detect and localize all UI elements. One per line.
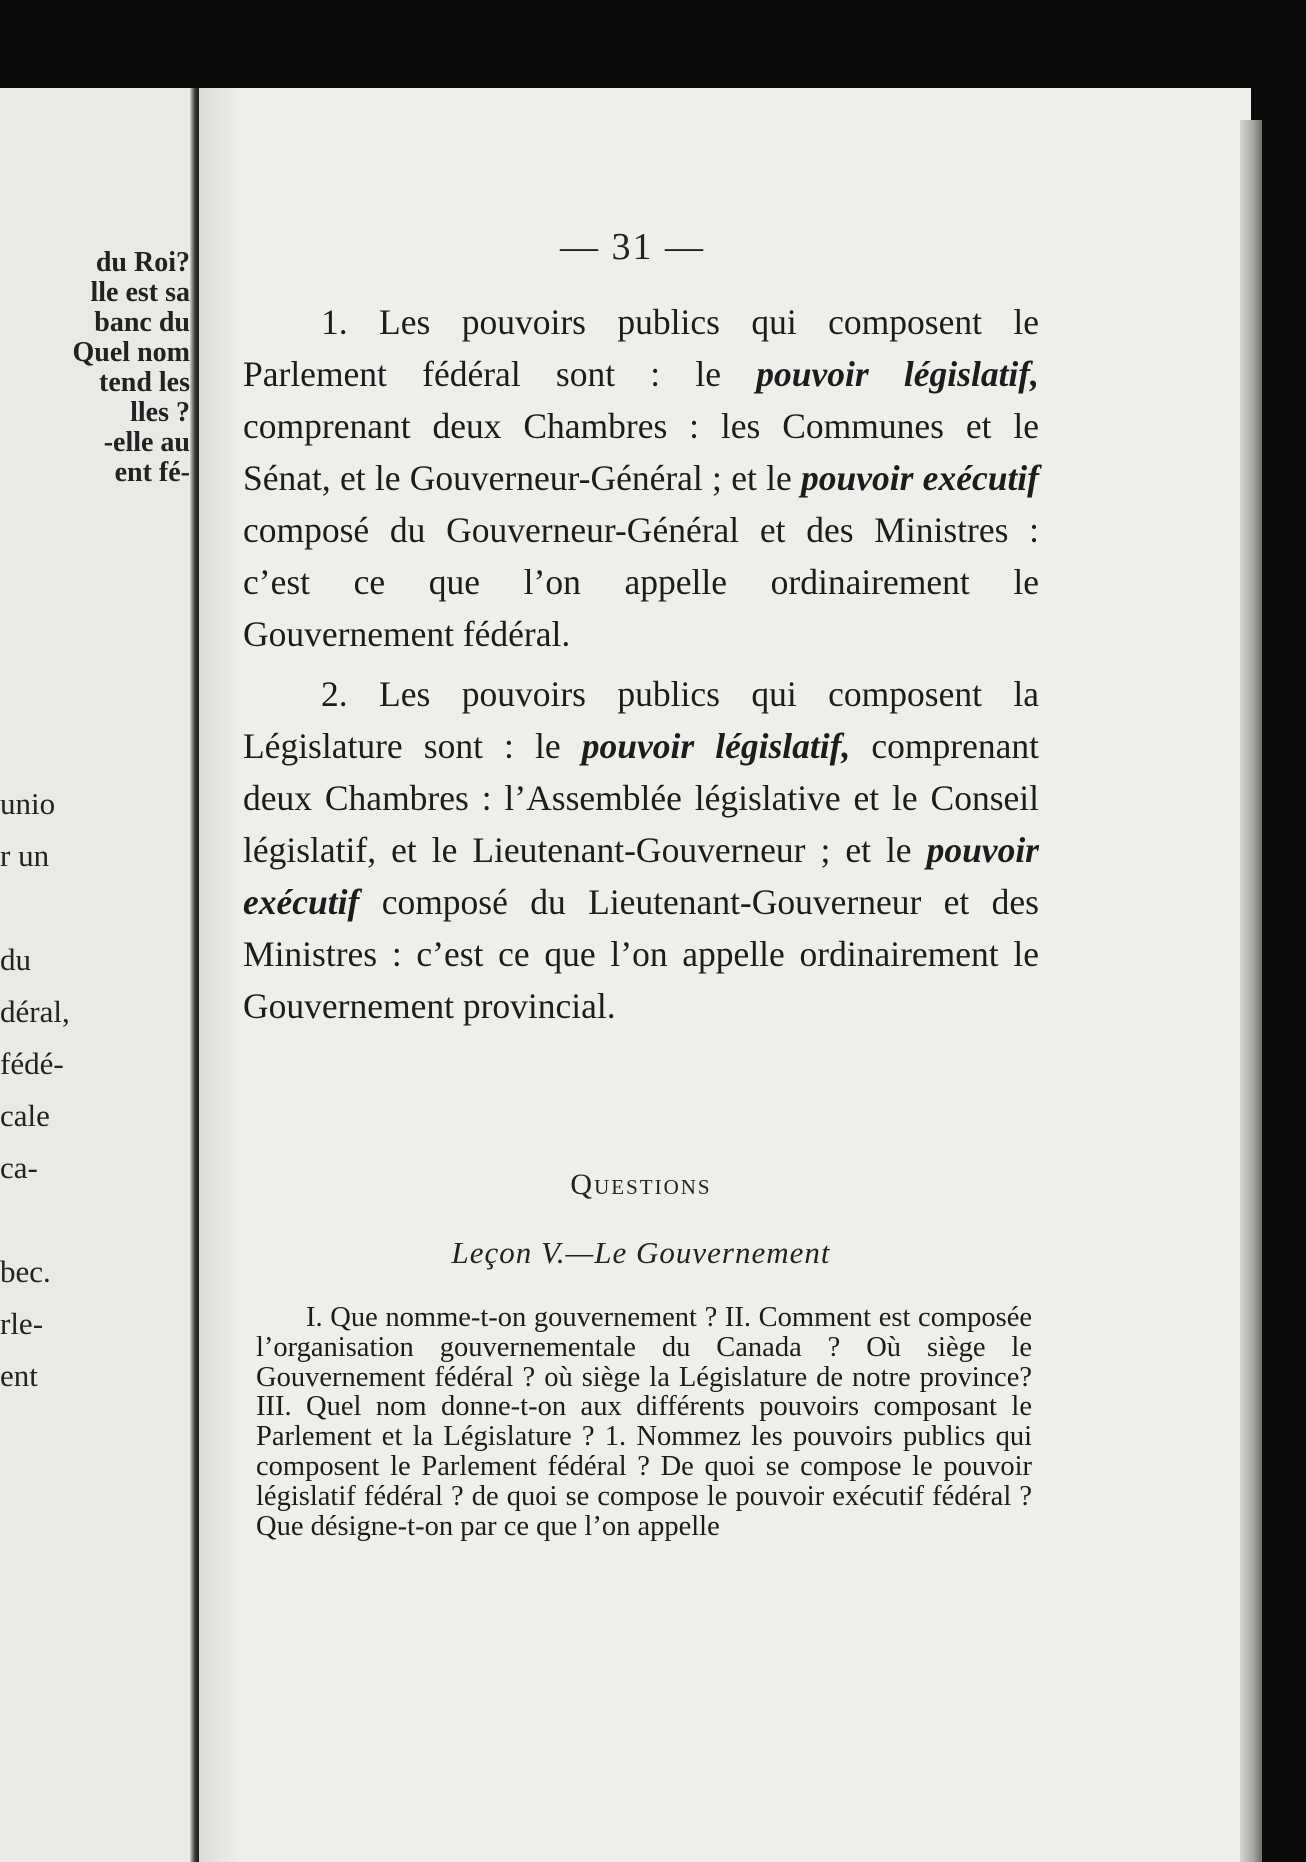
page-edge	[1240, 120, 1262, 1862]
left-page-lower-line: ca-	[0, 1150, 38, 1185]
left-page-lower-line: bec.	[0, 1254, 51, 1289]
body-text	[243, 296, 1039, 1040]
gutter-shadow	[199, 88, 239, 1862]
paragraph-2: 2. Les pouvoirs publics qui composent la Législature sont : le pouvoir législatif, comprenant deux Chambres : l’Assemblée législative et le Conseil législatif, et le Lieutenant-Gouverneur ; et le pouvoir exécutif composé du Lieutenant-Gouverneur et des Ministres : c’est ce que l’on appelle ordinairement le Gouvernement provincial.	[243, 674, 1039, 1026]
left-page-upper-text	[0, 248, 190, 488]
lesson-title: Leçon V.—Le Gouvernement	[451, 1235, 831, 1270]
emphasis-executive: pouvoir exécutif	[800, 458, 1039, 498]
left-page-upper-line: ent fé-	[114, 457, 190, 488]
left-page-lower-line: du	[0, 942, 31, 977]
left-page-upper-line: lles ?	[130, 397, 190, 428]
left-page-lower-line: unio	[0, 786, 56, 821]
left-page-lower-line: fédé-	[0, 1046, 64, 1081]
emphasis-executive: pouvoir exécutif	[243, 830, 1039, 922]
left-page-upper-line: banc du	[94, 307, 190, 338]
left-page-upper-line: lle est sa	[90, 277, 190, 308]
left-page-upper-line: -elle au	[103, 427, 190, 458]
questions-text: I. Que nomme-t-on gouvernement ? II. Comment est composée l’organisation gouvernementale du Canada ? Où siège le Gouvernement fédéral ? où siège la Législature de notre province? III. Quel nom donne-t-on aux différents pouvoirs composant le Parlement et la Législature ? 1. Nommez les pouvoirs publics qui composent le Parlement fédéral ? De quoi se compose le pouvoir législatif fédéral ? de quoi se compose le pouvoir exécutif fédéral ? Que désigne-t-on par ce que l’on appelle	[256, 1302, 1032, 1542]
left-page-upper-line: Quel nom	[72, 337, 190, 368]
book-gutter	[190, 88, 199, 1862]
questions-heading: Questions	[570, 1168, 712, 1201]
left-page-lower-line: r un	[0, 838, 50, 873]
left-page-lower-line: cale	[0, 1098, 50, 1133]
left-page-lower-text	[0, 778, 190, 1402]
left-page-lower-line: déral,	[0, 994, 70, 1029]
paragraph-1: 1. Les pouvoirs publics qui composent le Parlement fédéral sont : le pouvoir législatif, comprenant deux Chambres : les Communes et le Sénat, et le Gouverneur-Général ; et le pouvoir exécutif composé du Gouverneur-Général et des Ministres : c’est ce que l’on appelle ordinairement le Gouvernement fédéral.	[243, 302, 1039, 654]
left-page	[0, 88, 196, 1862]
left-page-lower-line	[0, 882, 190, 934]
left-page-upper-line: du Roi?	[95, 247, 190, 278]
left-page-upper-line: tend les	[99, 367, 190, 398]
left-page-lower-line: ent	[0, 1358, 38, 1393]
left-page-lower-line	[0, 1194, 190, 1246]
emphasis-legislative: pouvoir législatif,	[581, 726, 851, 766]
left-page-lower-line: rle-	[0, 1306, 44, 1341]
emphasis-legislative: pouvoir législatif,	[756, 354, 1039, 394]
page-number: — 31 —	[560, 226, 705, 268]
